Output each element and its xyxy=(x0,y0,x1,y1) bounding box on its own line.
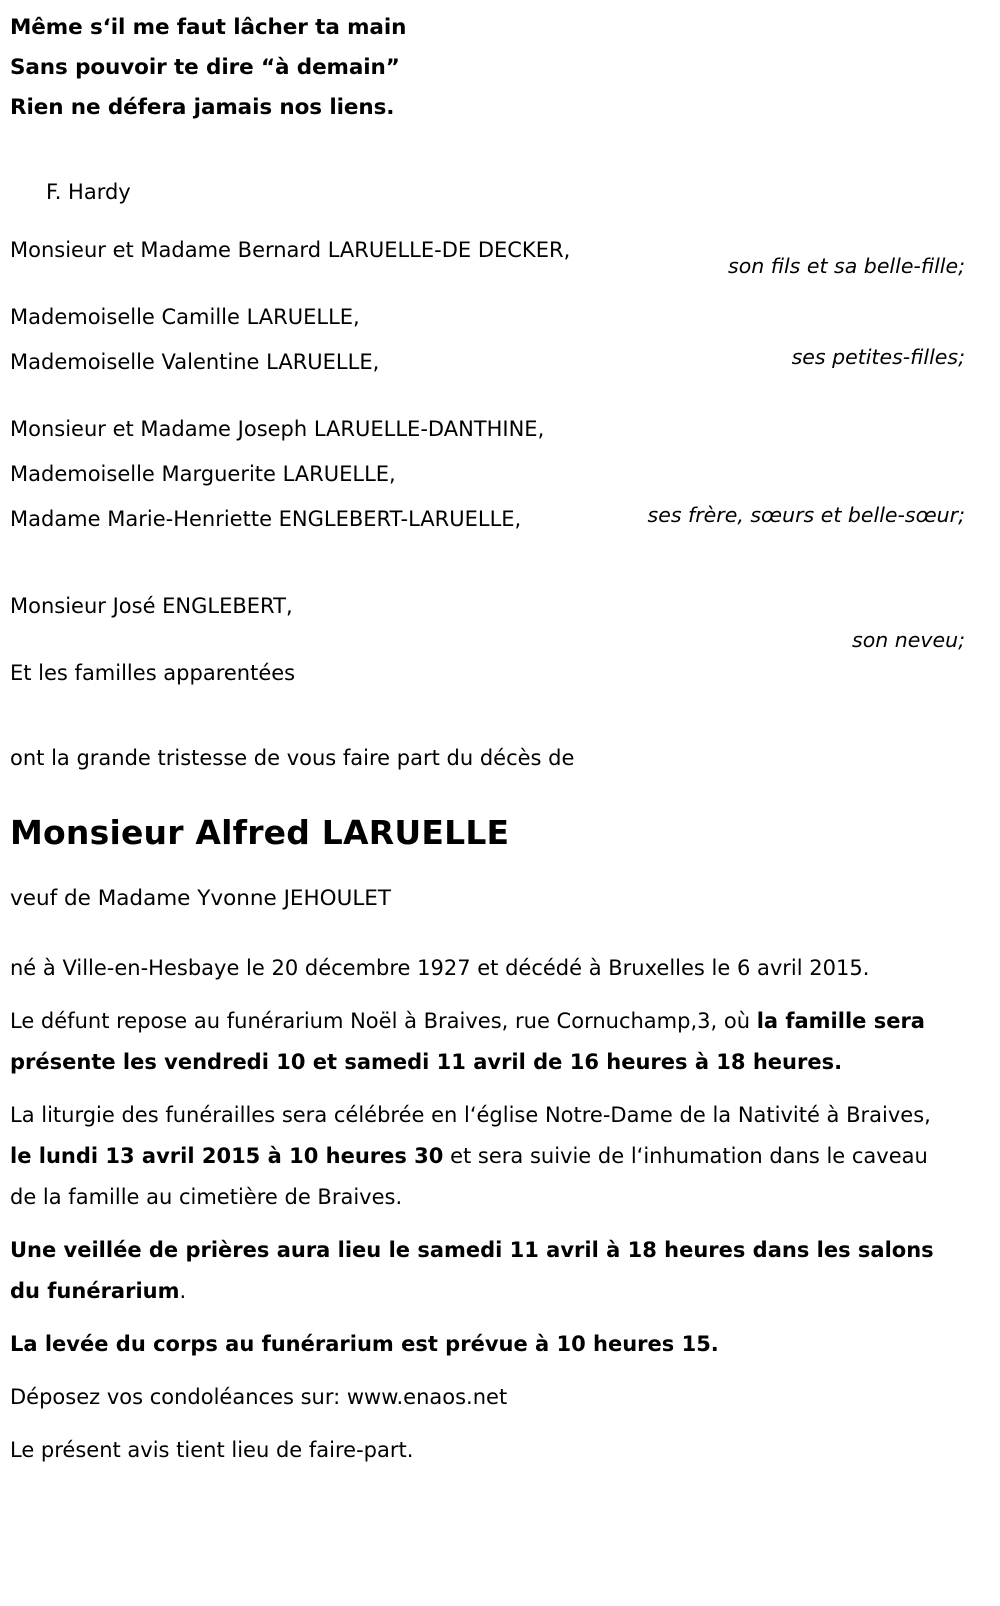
spacer xyxy=(10,385,965,407)
veillee-text-bold: Une veillée de prières aura lieu le samedi 11 avril à 18 heures dans les salons du funérarium xyxy=(10,1238,934,1303)
family-member: Monsieur José ENGLEBERT, xyxy=(10,594,293,618)
family-member: Monsieur et Madame Joseph LARUELLE-DANTHINE, xyxy=(10,417,545,441)
liturgy-text-plain-2: et sera suivie de l‘inhumation dans le caveau de la famille au cimetière de Braives. xyxy=(10,1144,928,1209)
family-member: Monsieur et Madame Bernard LARUELLE-DE DECKER, xyxy=(10,238,571,262)
funerarium-text-plain: Le défunt repose au funérarium Noël à Braives, rue Cornuchamp,3, où xyxy=(10,1009,757,1033)
levee-paragraph: La levée du corps au funérarium est prévue à 10 heures 15. xyxy=(10,1332,719,1356)
veillee-paragraph xyxy=(10,1230,940,1312)
family-member: Madame Marie-Henriette ENGLEBERT-LARUELLE, xyxy=(10,507,522,531)
condolences-line: Déposez vos condoléances sur: www.enaos.net xyxy=(10,1385,508,1409)
funerarium-paragraph xyxy=(10,1001,940,1083)
announcement-intro: ont la grande tristesse de vous faire part du décès de xyxy=(10,746,575,770)
family-member: Mademoiselle Marguerite LARUELLE, xyxy=(10,462,396,486)
notice-line: Le présent avis tient lieu de faire-part. xyxy=(10,1438,414,1462)
liturgy-paragraph xyxy=(10,1095,940,1218)
family-member: Et les familles apparentées xyxy=(10,661,296,685)
family-group xyxy=(10,407,965,542)
relation-note: son neveu; xyxy=(852,628,965,652)
spouse-line: veuf de Madame Yvonne JEHOULET xyxy=(10,886,392,911)
veillee-text-period: . xyxy=(179,1279,187,1303)
family-group xyxy=(10,228,965,278)
birth-death-paragraph: né à Ville-en-Hesbaye le 20 décembre 1927 et décédé à Bruxelles le 6 avril 2015. xyxy=(10,956,870,980)
spacer xyxy=(10,542,965,584)
epigraph-block xyxy=(10,0,965,212)
poem-author: F. Hardy xyxy=(46,180,131,204)
family-member: Mademoiselle Camille LARUELLE, xyxy=(10,305,360,329)
poem-line-2: Sans pouvoir te dire “à demain” xyxy=(10,55,400,80)
deceased-name: Monsieur Alfred LARUELLE xyxy=(10,813,510,852)
funerarium-text-bold: la famille sera présente les vendredi 10 et samedi 11 avril de 16 heures à 18 heures. xyxy=(10,1009,925,1074)
relation-note: ses petites-filles; xyxy=(791,345,965,369)
family-group xyxy=(10,295,965,385)
family-member: Mademoiselle Valentine LARUELLE, xyxy=(10,350,380,374)
poem-line-1: Même s‘il me faut lâcher ta main xyxy=(10,15,407,40)
family-group xyxy=(10,651,965,696)
family-group xyxy=(10,584,965,652)
family-list xyxy=(10,228,965,696)
poem-line-3: Rien ne défera jamais nos liens. xyxy=(10,95,395,120)
relation-note: son fils et sa belle-fille; xyxy=(728,254,965,278)
liturgy-text-plain-1: La liturgie des funérailles sera célébrée en l‘église Notre-Dame de la Nativité à Braives, xyxy=(10,1103,931,1127)
liturgy-time-bold: le lundi 13 avril 2015 à 10 heures 30 xyxy=(10,1144,444,1168)
relation-note: ses frère, sœurs et belle-sœur; xyxy=(647,503,965,527)
